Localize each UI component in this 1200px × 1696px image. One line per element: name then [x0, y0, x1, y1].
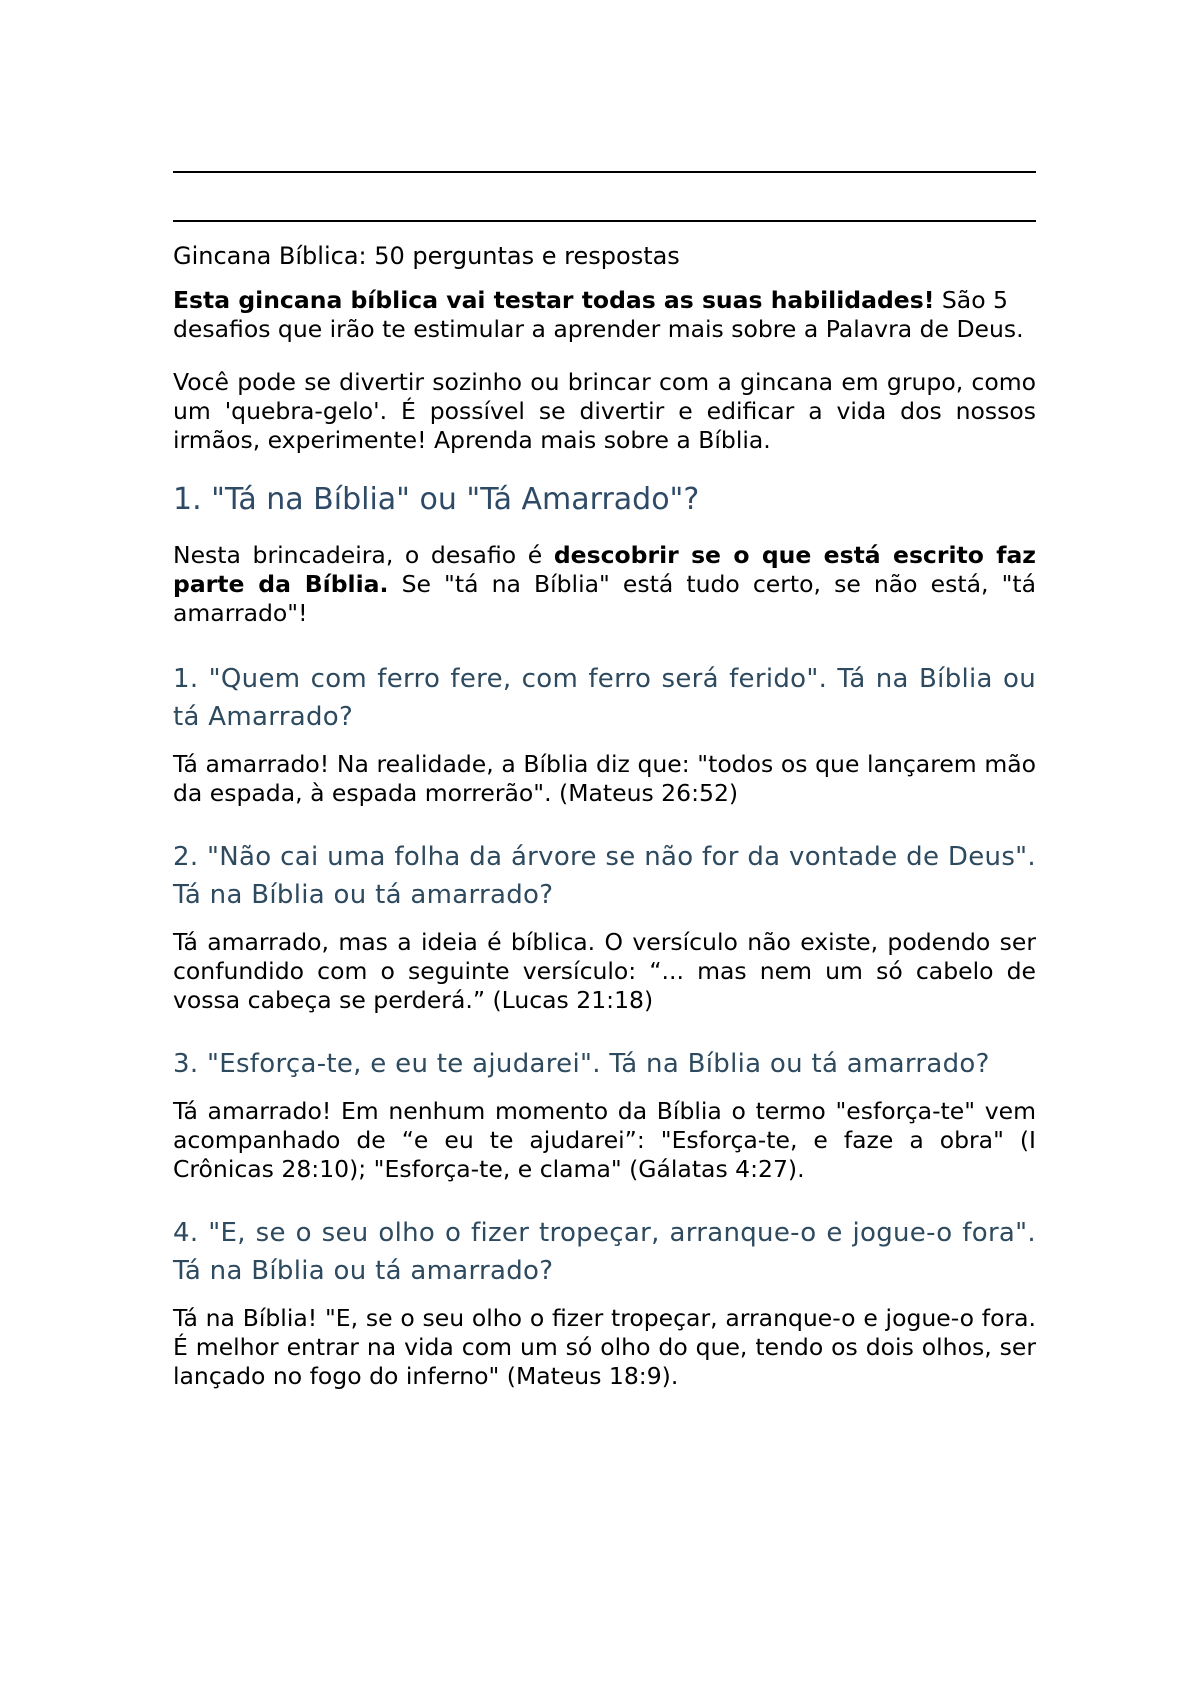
section-heading: 1. "Tá na Bíblia" ou "Tá Amarrado"? [173, 482, 700, 517]
section-desc-bold: descobrir se o que está escrito faz parte da Bíblia. [173, 541, 1036, 598]
answer-3: Tá amarrado! Em nenhum momento da Bíblia o termo "esforça-te" vem acompanhado de “e eu te ajudarei”: "Esforça-te, e faze a obra" (I Crônicas 28:10); "Esforça-te, e clama" (Gálatas 4:27). [173, 1097, 1036, 1183]
document-body [173, 240, 1036, 1421]
intro-paragraph [173, 286, 1036, 344]
answer-2: Tá amarrado, mas a ideia é bíblica. O versículo não existe, podendo ser confundido com o seguinte versículo: “... mas nem um só cabelo de vossa cabeça se perderá.” (Lucas 21:18) [173, 928, 1036, 1014]
question-1: 1. "Quem com ferro fere, com ferro será ferido". Tá na Bíblia ou tá Amarrado? [173, 664, 1036, 732]
document-title: Gincana Bíblica: 50 perguntas e respostas [173, 242, 680, 270]
section-desc-pre: Nesta brincadeira, o desafio é [173, 541, 554, 569]
question-3: 3. "Esforça-te, e eu te ajudarei". Tá na Bíblia ou tá amarrado? [173, 1049, 990, 1079]
section-desc-post: Se "tá na Bíblia" está tudo certo, se não está, "tá amarrado"! [173, 570, 1036, 627]
section-description [173, 541, 1036, 628]
intro-bold-text: Esta gincana bíblica vai testar todas as suas habilidades! [173, 286, 935, 314]
question-4: 4. "E, se o seu olho o fizer tropeçar, arranque-o e jogue-o fora". Tá na Bíblia ou tá amarrado? [173, 1218, 1036, 1286]
answer-4: Tá na Bíblia! "E, se o seu olho o fizer tropeçar, arranque-o e jogue-o fora. É melhor entrar na vida com um só olho do que, tendo os dois olhos, ser lançado no fogo do inferno" (Mateus 18:9). [173, 1304, 1036, 1390]
group-paragraph: Você pode se divertir sozinho ou brincar com a gincana em grupo, como um 'quebra-gelo'. É possível se divertir e edificar a vida dos nossos irmãos, experimente! Aprenda mais sobre a Bíblia. [173, 368, 1036, 454]
answer-1: Tá amarrado! Na realidade, a Bíblia diz que: "todos os que lançarem mão da espada, à espada morrerão". (Mateus 26:52) [173, 750, 1036, 807]
header-rule-bottom [173, 220, 1036, 222]
question-2: 2. "Não cai uma folha da árvore se não for da vontade de Deus". Tá na Bíblia ou tá amarrado? [173, 842, 1036, 910]
intro-rest-text: São 5 desafios que irão te estimular a aprender mais sobre a Palavra de Deus. [173, 286, 1024, 343]
header-rule-top [173, 171, 1036, 173]
